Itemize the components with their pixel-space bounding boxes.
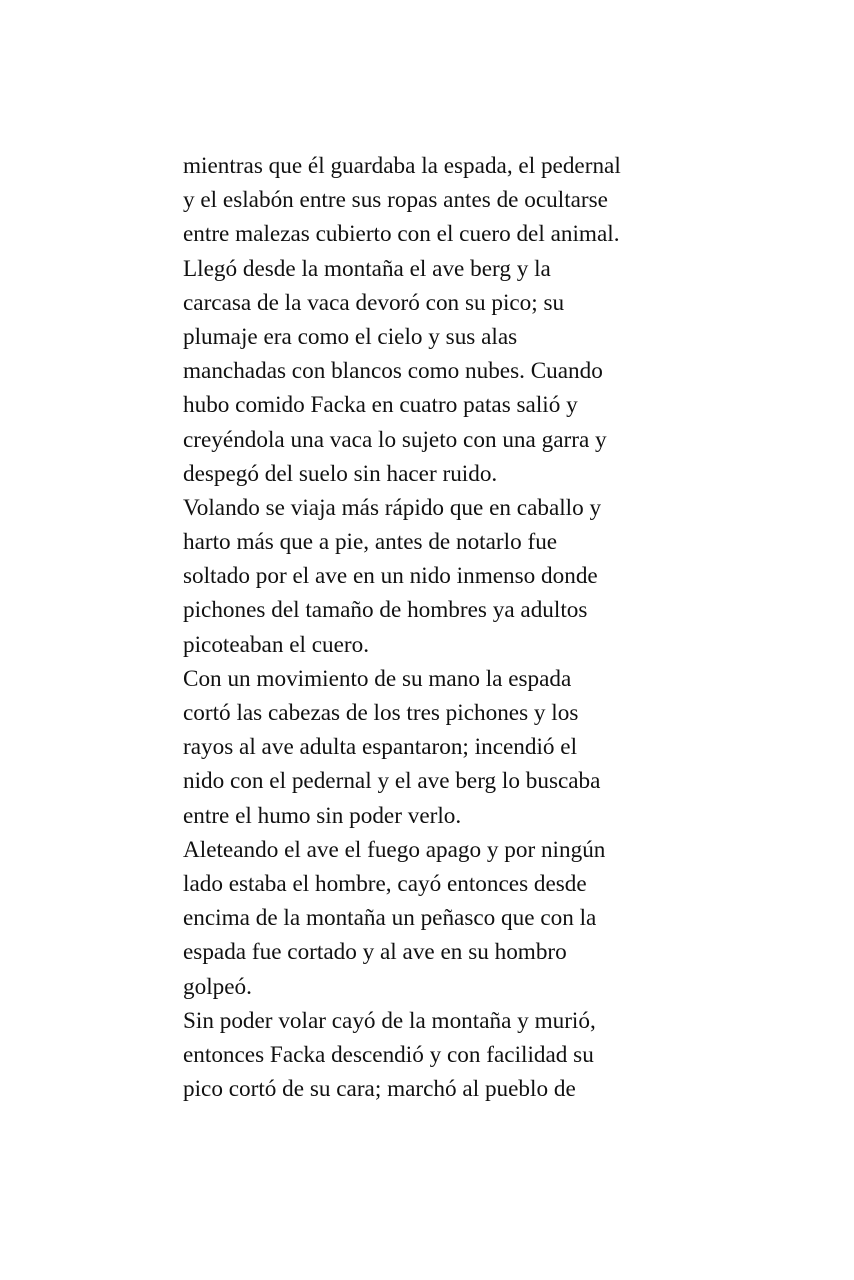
text-line: Sin poder volar cayó de la montaña y murió, — [183, 1007, 596, 1034]
text-line: nido con el pedernal y el ave berg lo buscaba — [183, 768, 601, 795]
text-line: cortó las cabezas de los tres pichones y los — [183, 700, 579, 726]
text-line: harto más que a pie, antes de notarlo fue — [183, 529, 558, 556]
text-line: encima de la montaña un peñasco que con la — [183, 905, 597, 932]
text-line: Llegó desde la montaña el ave berg y la — [183, 255, 551, 282]
text-line: espada fue cortado y al ave en su hombro — [183, 939, 567, 966]
text-line: Con un movimiento de su mano la espada — [183, 665, 572, 692]
text-line: picoteaban el cuero. — [183, 631, 370, 658]
text-line: soltado por el ave en un nido inmenso donde — [183, 563, 598, 590]
text-line: Volando se viaja más rápido que en caballo y — [183, 494, 602, 521]
text-line: plumaje era como el cielo y sus alas — [183, 323, 518, 350]
text-line: creyéndola una vaca lo sujeto con una garra y — [183, 426, 607, 453]
text-line: hubo comido Facka en cuatro patas salió y — [183, 392, 578, 419]
text-line: pico cortó de su cara; marchó al pueblo de — [183, 1076, 576, 1103]
text-line: manchadas con blancos como nubes. Cuando — [183, 358, 603, 385]
body-text — [183, 149, 683, 1106]
text-line: mientras que él guardaba la espada, el pedernal — [183, 153, 621, 179]
text-line: entre el humo sin poder verlo. — [183, 802, 462, 829]
text-line: entonces Facka descendió y con facilidad su — [183, 1041, 594, 1068]
text-line: despegó del suelo sin hacer ruido. — [183, 460, 498, 487]
text-line: carcasa de la vaca devoró con su pico; su — [183, 289, 565, 316]
text-line: rayos al ave adulta espantaron; incendió el — [183, 734, 578, 761]
text-line: golpeó. — [183, 973, 252, 1000]
text-line: pichones del tamaño de hombres ya adultos — [183, 597, 588, 624]
text-line: y el eslabón entre sus ropas antes de ocultarse — [183, 187, 608, 214]
text-line: entre malezas cubierto con el cuero del animal. — [183, 221, 620, 248]
text-line: Aleteando el ave el fuego apago y por ningún — [183, 836, 606, 863]
text-line: lado estaba el hombre, cayó entonces desde — [183, 870, 587, 897]
